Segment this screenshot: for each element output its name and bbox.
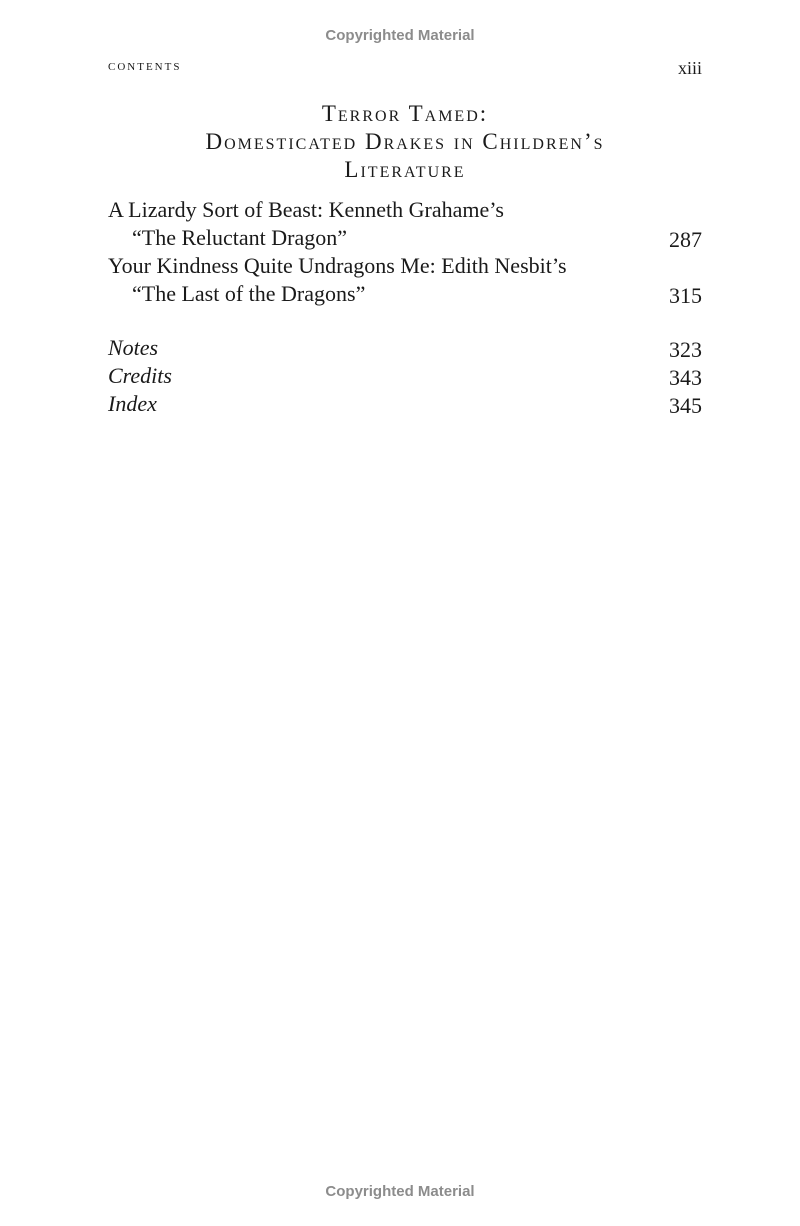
copyright-watermark-top: Copyrighted Material [325,27,475,44]
copyright-watermark-bottom: Copyrighted Material [325,1183,475,1200]
section-spacer [108,308,702,334]
toc-entry-index[interactable] [108,390,702,418]
toc-entry-subtitle: “The Reluctant Dragon” [132,225,348,250]
page-number: xiii [677,58,702,78]
toc-entry-label: Index [108,391,157,416]
toc-entry[interactable] [108,252,702,308]
toc-entry-title-line [108,280,702,308]
running-head-title: contents [108,58,182,74]
toc-entry-label: Credits [108,363,172,388]
toc-entry-page: 287 [669,227,702,252]
toc-entry-title-line [108,224,702,252]
toc-entry-page: 315 [669,283,702,308]
section-heading-line: Domesticated Drakes in Children’s [205,129,605,154]
section-heading-line: Terror Tamed: [321,101,489,126]
toc-entry-page: 345 [669,393,702,418]
section-heading [108,100,702,184]
toc-entry-title-line: Your Kindness Quite Undragons Me: Edith Nesbit’s [108,253,567,278]
toc-entry-page: 343 [669,365,702,390]
toc-entry-page: 323 [669,337,702,362]
toc-entry-label: Notes [108,335,159,360]
table-of-contents [108,196,702,418]
toc-entry-credits[interactable] [108,362,702,390]
toc-entry-notes[interactable] [108,334,702,362]
toc-entry-title-line: A Lizardy Sort of Beast: Kenneth Grahame’s [108,197,504,222]
toc-entry-subtitle: “The Last of the Dragons” [132,281,366,306]
section-heading-line: Literature [344,157,466,182]
running-head [108,58,702,80]
toc-entry[interactable] [108,196,702,252]
